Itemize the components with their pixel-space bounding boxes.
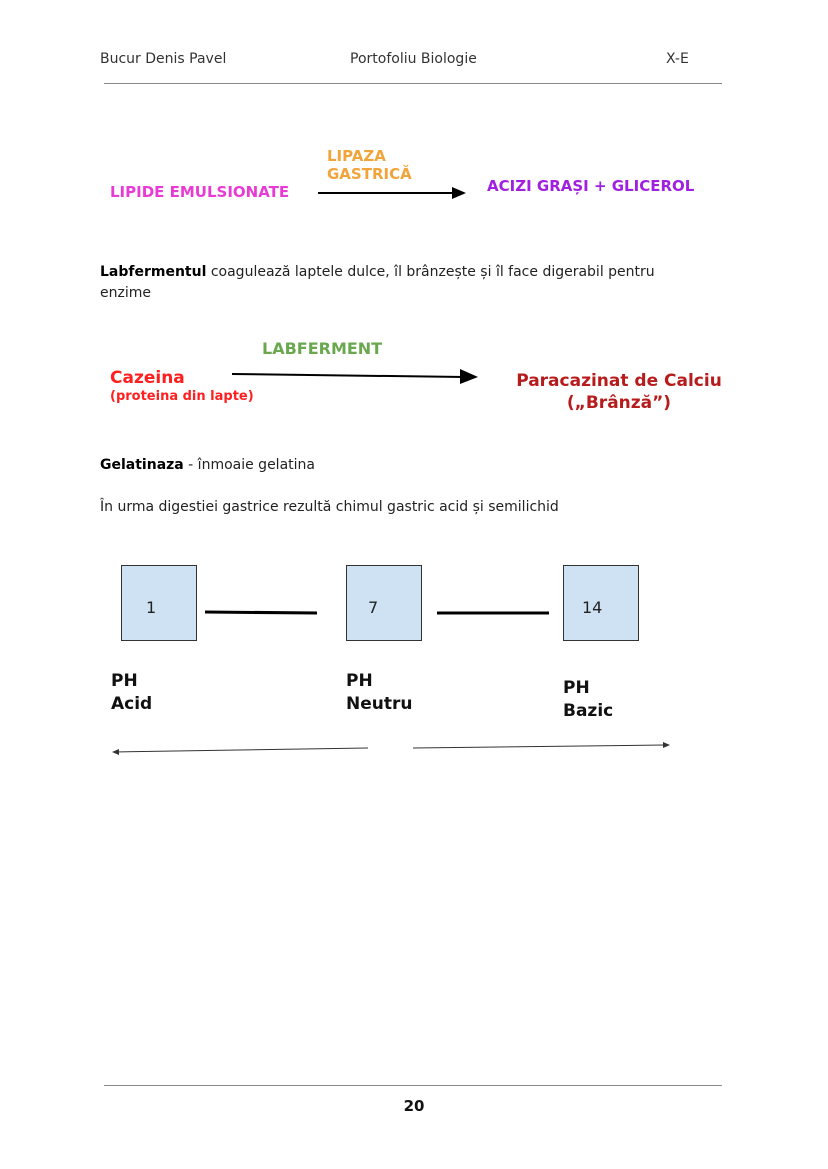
header-rule [104, 83, 722, 84]
paragraph-chim: În urma digestiei gastrice rezultă chimul gastric acid și semilichid [100, 499, 559, 515]
ph-label-neutral-line1: PH [346, 671, 373, 691]
ph-label-neutral-line2: Neutru [346, 694, 413, 714]
ph-box-neutral-value: 7 [368, 598, 379, 617]
reaction2-product [504, 370, 734, 414]
header-author: Bucur Denis Pavel [100, 51, 227, 67]
paragraph-labferment [100, 262, 655, 304]
reaction1-enzyme-line2: GASTRICĂ [327, 165, 412, 183]
ph-box-basic [563, 565, 639, 641]
reaction2-substrate: Cazeina [110, 368, 185, 388]
ph-label-basic-line2: Bazic [563, 701, 614, 721]
ph-label-basic [563, 677, 613, 723]
ph-direction-arrows [108, 738, 678, 758]
reaction1-arrow [316, 185, 468, 201]
reaction2-arrow [230, 367, 482, 385]
term-gelatinaza: Gelatinaza [100, 457, 184, 473]
header-title: Portofoliu Biologie [350, 51, 477, 67]
reaction1-enzyme-line1: LIPAZA [327, 147, 386, 165]
reaction2-product-line2: („Brânză”) [566, 393, 672, 413]
ph-label-acid [111, 670, 152, 716]
term-labferment: Labfermentul [100, 264, 207, 280]
ph-box-basic-value: 14 [582, 598, 603, 617]
reaction2-substrate-note: (proteina din lapte) [110, 389, 254, 404]
paragraph-labferment-text-line2: enzime [100, 285, 151, 301]
reaction1-substrate: LIPIDE EMULSIONATE [110, 183, 290, 201]
ph-box-acid-value: 1 [146, 598, 157, 617]
ph-label-basic-line1: PH [563, 678, 590, 698]
ph-label-neutral [346, 670, 412, 716]
ph-label-acid-line1: PH [111, 671, 138, 691]
reaction1-product: ACIZI GRAȘI + GLICEROL [487, 177, 695, 195]
paragraph-gelatinaza-text: - înmoaie gelatina [183, 457, 315, 473]
ph-box-acid [121, 565, 197, 641]
arrow-left-acid [114, 748, 368, 752]
paragraph-labferment-text: coagulează laptele dulce, îl brânzește și îl face digerabil pentru [206, 264, 655, 280]
ph-box-neutral [346, 565, 422, 641]
paragraph-gelatinaza [100, 455, 315, 476]
reaction1-enzyme [327, 147, 412, 183]
page-number: 20 [403, 1097, 425, 1115]
ph-connectors [200, 605, 560, 621]
header-class: X-E [666, 51, 689, 67]
ph-connector-1 [205, 612, 317, 613]
reaction2-enzyme: LABFERMENT [262, 339, 383, 358]
reaction2-product-line1: Paracazinat de Calciu [516, 371, 722, 391]
ph-label-acid-line2: Acid [111, 694, 153, 714]
arrow-right-basic [413, 745, 664, 748]
footer-rule [104, 1085, 722, 1086]
